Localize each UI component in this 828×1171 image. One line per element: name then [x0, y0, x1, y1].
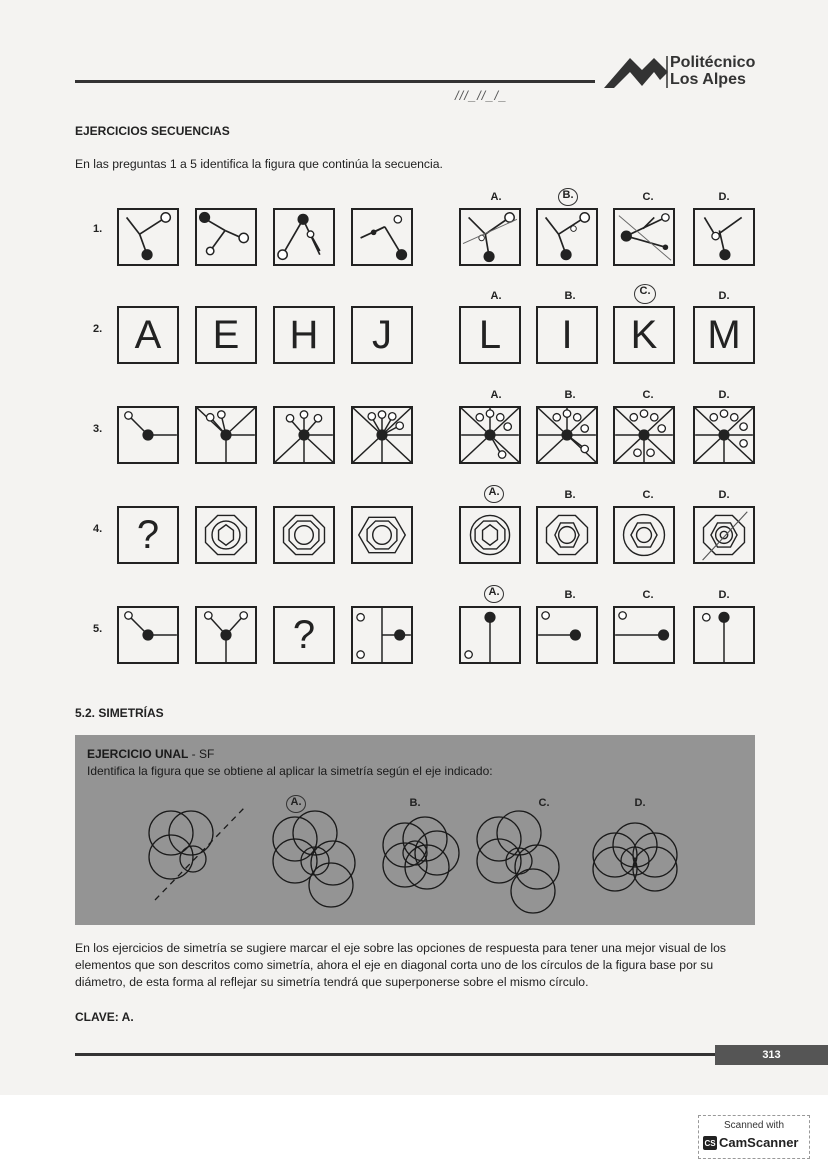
- q1-option-b[interactable]: [536, 208, 598, 266]
- sym-option-c: [477, 811, 559, 913]
- answer-key: CLAVE: A.: [75, 1010, 134, 1024]
- q1-seq-1: [117, 208, 179, 266]
- base-figure: [149, 807, 245, 900]
- sym-label-d: D.: [634, 797, 646, 809]
- footer-rule: [75, 1053, 715, 1056]
- q3-option-a[interactable]: [459, 406, 521, 464]
- q4-seq-4: [351, 506, 413, 564]
- q1-label-a: A.: [490, 191, 502, 203]
- q3-label-d: D.: [718, 389, 730, 401]
- sym-option-a: [273, 811, 355, 907]
- q3-seq-4: [351, 406, 413, 464]
- exercise-suffix: - SF: [188, 747, 215, 761]
- sym-label-b: B.: [409, 797, 421, 809]
- q3-seq-1: [117, 406, 179, 464]
- explanation: En los ejercicios de simetría se sugiere marcar el eje sobre las opciones de respuesta para tener una mejor visual de los elementos que son descritos como simetría, ahora el eje en diagonal corta uno de los círculos de la figura base por su diámetro, de esta forma al reflejar su simetría tendrá que superponerse sobre el mismo círculo.: [75, 941, 727, 989]
- q5-option-c[interactable]: [613, 606, 675, 664]
- section-title: EJERCICIOS SECUENCIAS: [75, 124, 230, 138]
- q5-label-b: B.: [564, 589, 576, 601]
- q1-option-c[interactable]: [613, 208, 675, 266]
- sym-option-b: [383, 817, 459, 889]
- q5-seq-1: [117, 606, 179, 664]
- q5-option-b[interactable]: [536, 606, 598, 664]
- q5-number: 5.: [93, 623, 103, 635]
- q2-label-d: D.: [718, 290, 730, 302]
- q2-option-b[interactable]: [536, 306, 598, 364]
- q1-label-d: D.: [718, 191, 730, 203]
- q2-option-a-letter: L: [478, 312, 502, 357]
- q1-seq-3: [273, 208, 335, 266]
- q2-option-d-letter: M: [707, 312, 741, 357]
- q4-label-c: C.: [642, 489, 654, 501]
- q3-option-c[interactable]: [613, 406, 675, 464]
- q4-seq-3: [273, 506, 335, 564]
- header-rule: [75, 80, 595, 83]
- exercise-text: Identifica la figura que se obtiene al aplicar la simetría según el eje indicado:: [87, 764, 493, 778]
- q2-seq-4: [351, 306, 413, 364]
- q3-option-d[interactable]: [693, 406, 755, 464]
- q5-seq-3: [273, 606, 335, 664]
- q5-label-a: A.: [484, 585, 504, 603]
- q5-label-c: C.: [642, 589, 654, 601]
- q5-option-a[interactable]: [459, 606, 521, 664]
- q1-label-c: C.: [642, 191, 654, 203]
- q4-seq-1: [117, 506, 179, 564]
- q4-label-a: A.: [484, 485, 504, 503]
- q4-seq-2: [195, 506, 257, 564]
- q3-seq-3: [273, 406, 335, 464]
- q3-seq-2: [195, 406, 257, 464]
- symmetry-exercise-panel: [75, 735, 755, 925]
- camscanner-badge: [698, 1115, 810, 1159]
- q2-option-b-letter: I: [561, 312, 573, 357]
- q2-seq-3: [273, 306, 335, 364]
- page-number: 313: [715, 1045, 828, 1065]
- q3-label-c: C.: [642, 389, 654, 401]
- q2-label-b: B.: [564, 290, 576, 302]
- logo-line-1: Politécnico: [670, 54, 756, 71]
- q4-option-c[interactable]: [613, 506, 675, 564]
- q2-label-a: A.: [490, 290, 502, 302]
- q1-number: 1.: [93, 223, 103, 235]
- q5-option-d[interactable]: [693, 606, 755, 664]
- q2-option-d[interactable]: [693, 306, 755, 364]
- q2-option-a[interactable]: [459, 306, 521, 364]
- q2-seq-2-letter: E: [212, 312, 240, 357]
- q2-seq-1-letter: A: [134, 312, 162, 357]
- q5-seq-3-question: ?: [292, 612, 316, 657]
- q4-seq-1-question: ?: [136, 512, 160, 557]
- q4-label-d: D.: [718, 489, 730, 501]
- q5-seq-4: [351, 606, 413, 664]
- handwritten-mark: ///_//_/_: [455, 88, 508, 103]
- instructions: En las preguntas 1 a 5 identifica la figura que continúa la secuencia.: [75, 157, 443, 171]
- q3-number: 3.: [93, 423, 103, 435]
- q4-option-b[interactable]: [536, 506, 598, 564]
- camscanner-brand: CamScanner: [719, 1135, 799, 1150]
- q2-option-c-letter: K: [630, 312, 658, 357]
- q2-seq-1: [117, 306, 179, 364]
- logo-text: [670, 54, 755, 88]
- q2-number: 2.: [93, 323, 103, 335]
- q2-label-c: C.: [634, 284, 656, 304]
- camscanner-icon: CS: [703, 1136, 717, 1150]
- q4-option-d[interactable]: [693, 506, 755, 564]
- q4-label-b: B.: [564, 489, 576, 501]
- sym-label-c: C.: [538, 797, 550, 809]
- q5-label-d: D.: [718, 589, 730, 601]
- exercise-title: EJERCICIO UNAL: [87, 747, 189, 761]
- q1-seq-2: [195, 208, 257, 266]
- q2-seq-4-letter: J: [372, 312, 392, 357]
- q1-option-a[interactable]: [459, 208, 521, 266]
- q2-seq-2: [195, 306, 257, 364]
- q4-number: 4.: [93, 523, 103, 535]
- symmetry-figures: [75, 735, 755, 925]
- q3-option-b[interactable]: [536, 406, 598, 464]
- q5-seq-2: [195, 606, 257, 664]
- q1-label-b: B.: [558, 188, 578, 206]
- scanned-with-text: Scanned with: [723, 1120, 785, 1131]
- q3-label-a: A.: [490, 389, 502, 401]
- logo-line-2: Los Alpes: [670, 71, 746, 88]
- symmetry-title: 5.2. SIMETRÍAS: [75, 706, 164, 720]
- q1-seq-4: [351, 208, 413, 266]
- q2-option-c[interactable]: [613, 306, 675, 364]
- q3-label-b: B.: [564, 389, 576, 401]
- q2-seq-3-letter: H: [289, 312, 319, 357]
- sym-label-a: A.: [286, 795, 306, 813]
- sym-option-d: [593, 823, 677, 891]
- q4-option-a[interactable]: [459, 506, 521, 564]
- q1-option-d[interactable]: [693, 208, 755, 266]
